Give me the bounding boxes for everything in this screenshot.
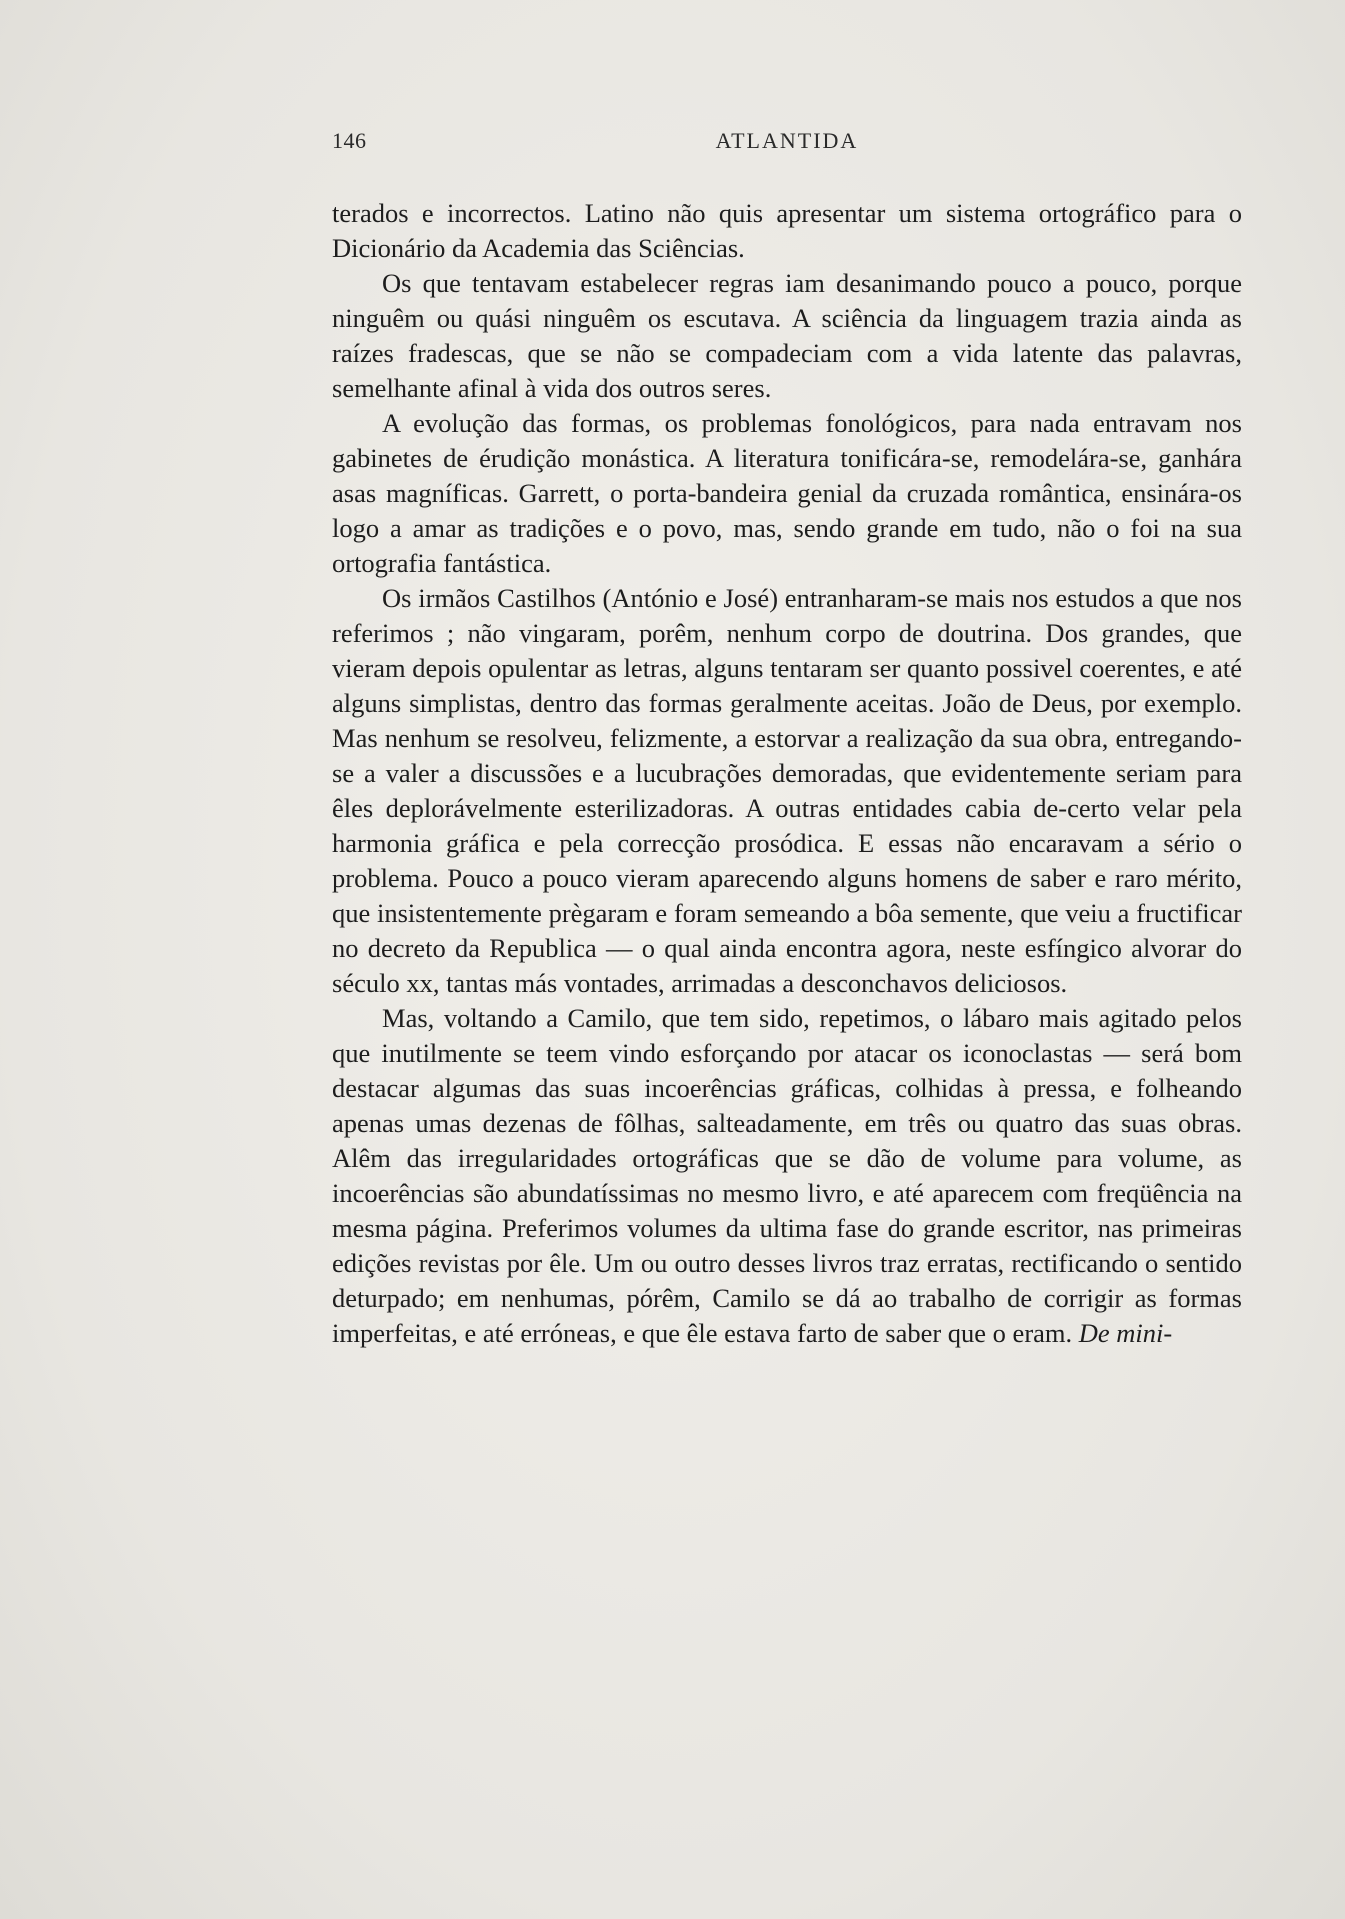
trailing-italic-text: De mini- <box>1078 1318 1173 1348</box>
running-head <box>332 128 1242 162</box>
running-title: ATLANTIDA <box>715 128 859 153</box>
paragraph-4: Os irmãos Castilhos (António e José) entranharam-se mais nos estudos a que nos referimos ; não vingaram, porêm, nenhum corpo de doutrina. Dos grandes, que vieram depois opulentar as letras, alguns tentaram ser quanto possivel coerentes, e até alguns simplistas, dentro das formas geralmente aceitas. João de Deus, por exemplo. Mas nenhum se resolveu, felizmente, a estorvar a realização da sua obra, entregando-se a valer a discussões e a lucubrações demoradas, que evidentemente seriam para êles deplorávelmente esterilizadoras. A outras entidades cabia de-certo velar pela harmonia gráfica e pela correcção prosódica. E essas não encaravam a sério o problema. Pouco a pouco vieram aparecendo alguns homens de saber e raro mérito, que insistentemente prègaram e foram semeando a bôa semente, que veiu a fructificar no decreto da Republica — o qual ainda encontra agora, neste esfíngico alvorar do século xx, tantas más vontades, arrimadas a desconchavos deliciosos. <box>332 583 1242 998</box>
paragraph-3: A evolução das formas, os problemas fonológicos, para nada entravam nos gabinetes de érudição monástica. A literatura tonificára-se, remodelára-se, ganhára asas magníficas. Garrett, o porta-bandeira genial da cruzada romântica, ensinára-os logo a amar as tradições e o povo, mas, sendo grande em tudo, não o foi na sua ortografia fantástica. <box>332 408 1242 578</box>
paragraph-1: terados e incorrectos. Latino não quis apresentar um sistema ortográfico para o Dicionário da Academia das Sciências. <box>332 198 1242 263</box>
paragraph-2: Os que tentavam estabelecer regras iam desanimando pouco a pouco, porque ninguêm ou quási ninguêm os escutava. A sciência da linguagem trazia ainda as raízes fradescas, que se não se compadeciam com a vida latente das palavras, semelhante afinal à vida dos outros seres. <box>332 268 1242 403</box>
paragraph-5-text: Mas, voltando a Camilo, que tem sido, repetimos, o lábaro mais agitado pelos que inutilmente se teem vindo esforçando por atacar os iconoclastas — será bom destacar algumas das suas incoerências gráficas, colhidas à pressa, e folheando apenas umas dezenas de fôlhas, salteadamente, em três ou quatro das suas obras. Alêm das irregularidades ortográficas que se dão de volume para volume, as incoerências são abundatíssimas no mesmo livro, e até aparecem com freqüência na mesma página. Preferimos volumes da ultima fase do grande escritor, nas primeiras edições revistas por êle. Um ou outro desses livros traz erratas, rectificando o sentido deturpado; em nenhumas, pórêm, Camilo se dá ao trabalho de corrigir as formas imperfeitas, e até erróneas, e que êle estava farto de saber que o eram. <box>332 1003 1242 1348</box>
paragraph-5 <box>332 1001 1242 1351</box>
body-text <box>332 196 1242 1351</box>
page-number: 146 <box>332 128 367 153</box>
